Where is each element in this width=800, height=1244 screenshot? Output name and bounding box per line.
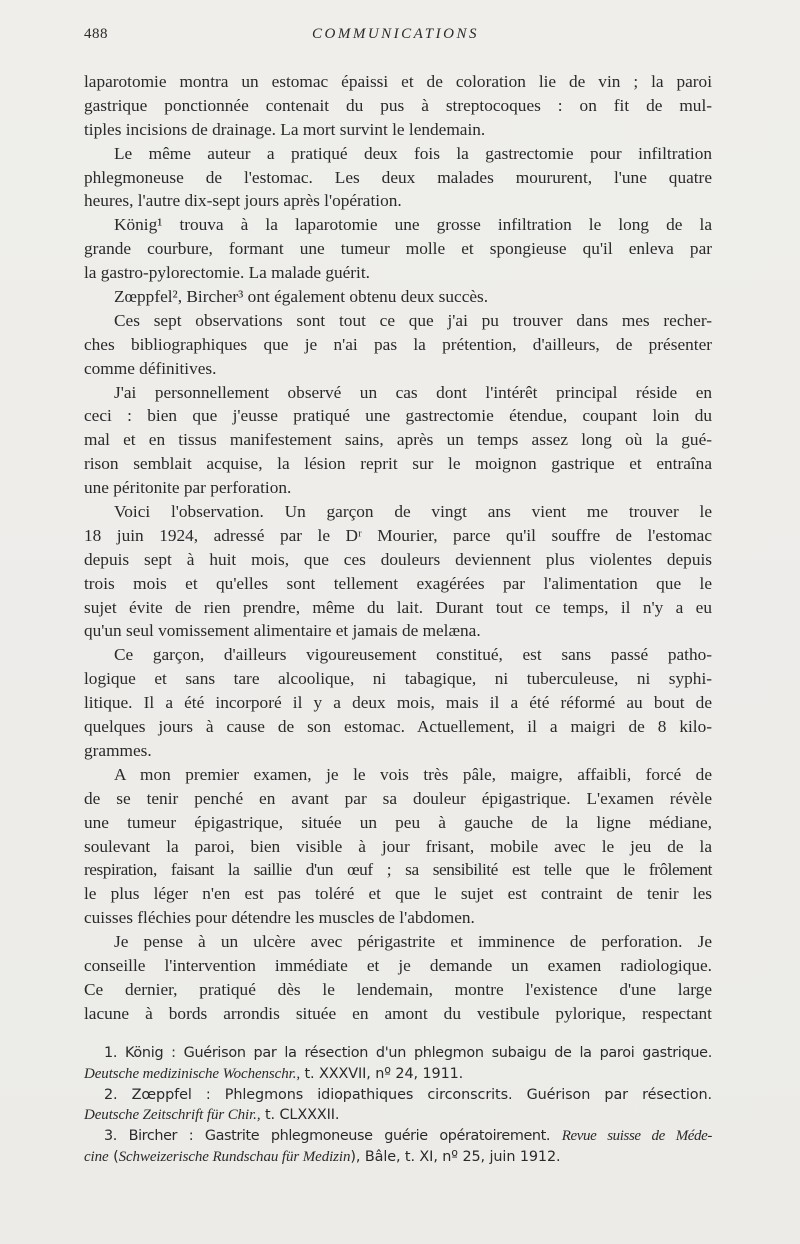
text-line: Je pense à un ulcère avec périgastrite et imminence de perforation. Je (114, 932, 712, 952)
text-line: de se tenir penché en avant par sa douleur épigastrique. L'examen révèle (84, 788, 712, 808)
text-line: comme définitives. (84, 358, 217, 378)
text-line: sujet évite de rien prendre, même du lait. Durant tout ce temps, il n'y a eu (84, 597, 712, 617)
text-line: respiration, faisant la saillie d'un œuf ; sa sensibilité est telle que le frôlement (84, 860, 712, 880)
footnote-3-text: 3. Bircher : Gastrite phlegmoneuse guérie opératoirement. (104, 1128, 562, 1145)
page-number: 488 (84, 26, 108, 42)
footnote-2: 2. Zœppfel : Phlegmons idiopathiques circonscrits. Guérison par résection. (104, 1086, 712, 1103)
footnote-3 (84, 1126, 712, 1147)
text-line: ches bibliographiques que je n'ai pas la prétention, d'ailleurs, de présenter (84, 334, 712, 354)
text-line: la gastro-pylorectomie. La malade guérit. (84, 263, 370, 283)
text-line: A mon premier examen, je le vois très pâle, maigre, affaibli, forcé de (114, 764, 712, 784)
journal-subtitle: Schweizerische Rundschau für Medizin (118, 1148, 351, 1165)
running-title: COMMUNICATIONS (312, 26, 479, 42)
text-line: Ce garçon, d'ailleurs vigoureusement constitué, est sans passé patho- (114, 645, 712, 665)
citation-details: ), Bâle, t. XI, nº 25, juin 1912. (350, 1148, 561, 1165)
text-line: une tumeur épigastrique, située un peu à gauche de la ligne médiane, (84, 812, 712, 832)
text-line: cuisses fléchies pour détendre les muscles de l'abdomen. (84, 908, 475, 928)
text-line: trois mois et qu'elles sont tellement exagérées par l'alimentation que le (84, 573, 712, 593)
footnote-2-citation (84, 1105, 712, 1126)
footnote-1: 1. König : Guérison par la résection d'un phlegmon subaigu de la paroi gastrique. (104, 1045, 712, 1061)
journal-title: Revue suisse de Méde- (561, 1128, 713, 1145)
text-line: König¹ trouva à la laparotomie une grosse infiltration le long de la (114, 215, 712, 235)
footnote-1-citation (84, 1064, 712, 1085)
text-line: soulevant la paroi, bien visible à jour frisant, mobile avec le jeu de la (84, 836, 712, 856)
text-line: lacune à bords arrondis située en amont du vestibule pylorique, respectant (84, 1003, 712, 1023)
text-line: qu'un seul vomissement alimentaire et jamais de melæna. (84, 621, 481, 641)
journal-title: Deutsche Zeitschrift für Chir., (84, 1107, 261, 1124)
text-line: Ces sept observations sont tout ce que j'ai pu trouver dans mes recher- (114, 310, 712, 330)
citation-details: t. XXXVII, nº 24, 1911. (300, 1065, 464, 1082)
text-line: mal et en tissus manifestement sains, après un temps assez long où la gué- (84, 430, 712, 450)
page-header (84, 26, 712, 48)
citation-paren: ( (108, 1148, 119, 1165)
text-line: 18 juin 1924, adressé par le Dʳ Mourier, parce qu'il souffre de l'estomac (84, 525, 712, 545)
text-line: Le même auteur a pratiqué deux fois la gastrectomie pour infiltration (114, 143, 712, 163)
text-line: ceci : bien que j'eusse pratiqué une gastrectomie étendue, coupant loin du (84, 406, 712, 426)
journal-title-cont: cine (84, 1148, 109, 1165)
text-line: conseille l'intervention immédiate et je demande un examen radiologique. (84, 955, 712, 975)
text-line: grande courbure, formant une tumeur molle et spongieuse qu'il enleva par (84, 239, 712, 259)
footnotes (84, 1043, 712, 1168)
text-line: depuis sept à huit mois, que ces douleurs deviennent plus violentes depuis (84, 549, 712, 569)
text-line: rison semblait acquise, la lésion reprit sur le moignon gastrique et entraîna (84, 454, 712, 474)
body-text (84, 70, 712, 1026)
footnote-3-citation (84, 1147, 712, 1168)
text-line: quelques jours à cause de son estomac. Actuellement, il a maigri de 8 kilo- (84, 717, 712, 737)
text-line: J'ai personnellement observé un cas dont l'intérêt principal réside en (114, 382, 712, 402)
text-line: laparotomie montra un estomac épaissi et de coloration lie de vin ; la paroi (84, 72, 712, 91)
text-line: Voici l'observation. Un garçon de vingt ans vient me trouver le (114, 502, 712, 522)
text-line: logique et sans tare alcoolique, ni tabagique, ni tuberculeuse, ni syphi- (84, 669, 712, 689)
text-line: grammes. (84, 740, 152, 760)
citation-details: t. CLXXXII. (260, 1107, 340, 1124)
text-line: heures, l'autre dix-sept jours après l'opération. (84, 191, 402, 211)
journal-title: Deutsche medizinische Wochenschr., (84, 1065, 300, 1082)
text-line: Ce dernier, pratiqué dès le lendemain, montre l'existence d'une large (84, 979, 712, 999)
text-line: une péritonite par perforation. (84, 478, 292, 498)
text-line: le plus léger n'en est pas toléré et que le sujet est contraint de tenir les (84, 884, 712, 904)
text-line: litique. Il a été incorporé il y a deux mois, mais il a été réformé au bout de (84, 693, 712, 713)
text-line: tiples incisions de drainage. La mort survint le lendemain. (84, 119, 486, 139)
text-line: gastrique ponctionnée contenait du pus à streptocoques : on fit de mul- (84, 95, 712, 115)
text-line: Zœppfel², Bircher³ ont également obtenu deux succès. (114, 287, 489, 307)
text-line: phlegmoneuse de l'estomac. Les deux malades moururent, l'une quatre (84, 167, 712, 187)
